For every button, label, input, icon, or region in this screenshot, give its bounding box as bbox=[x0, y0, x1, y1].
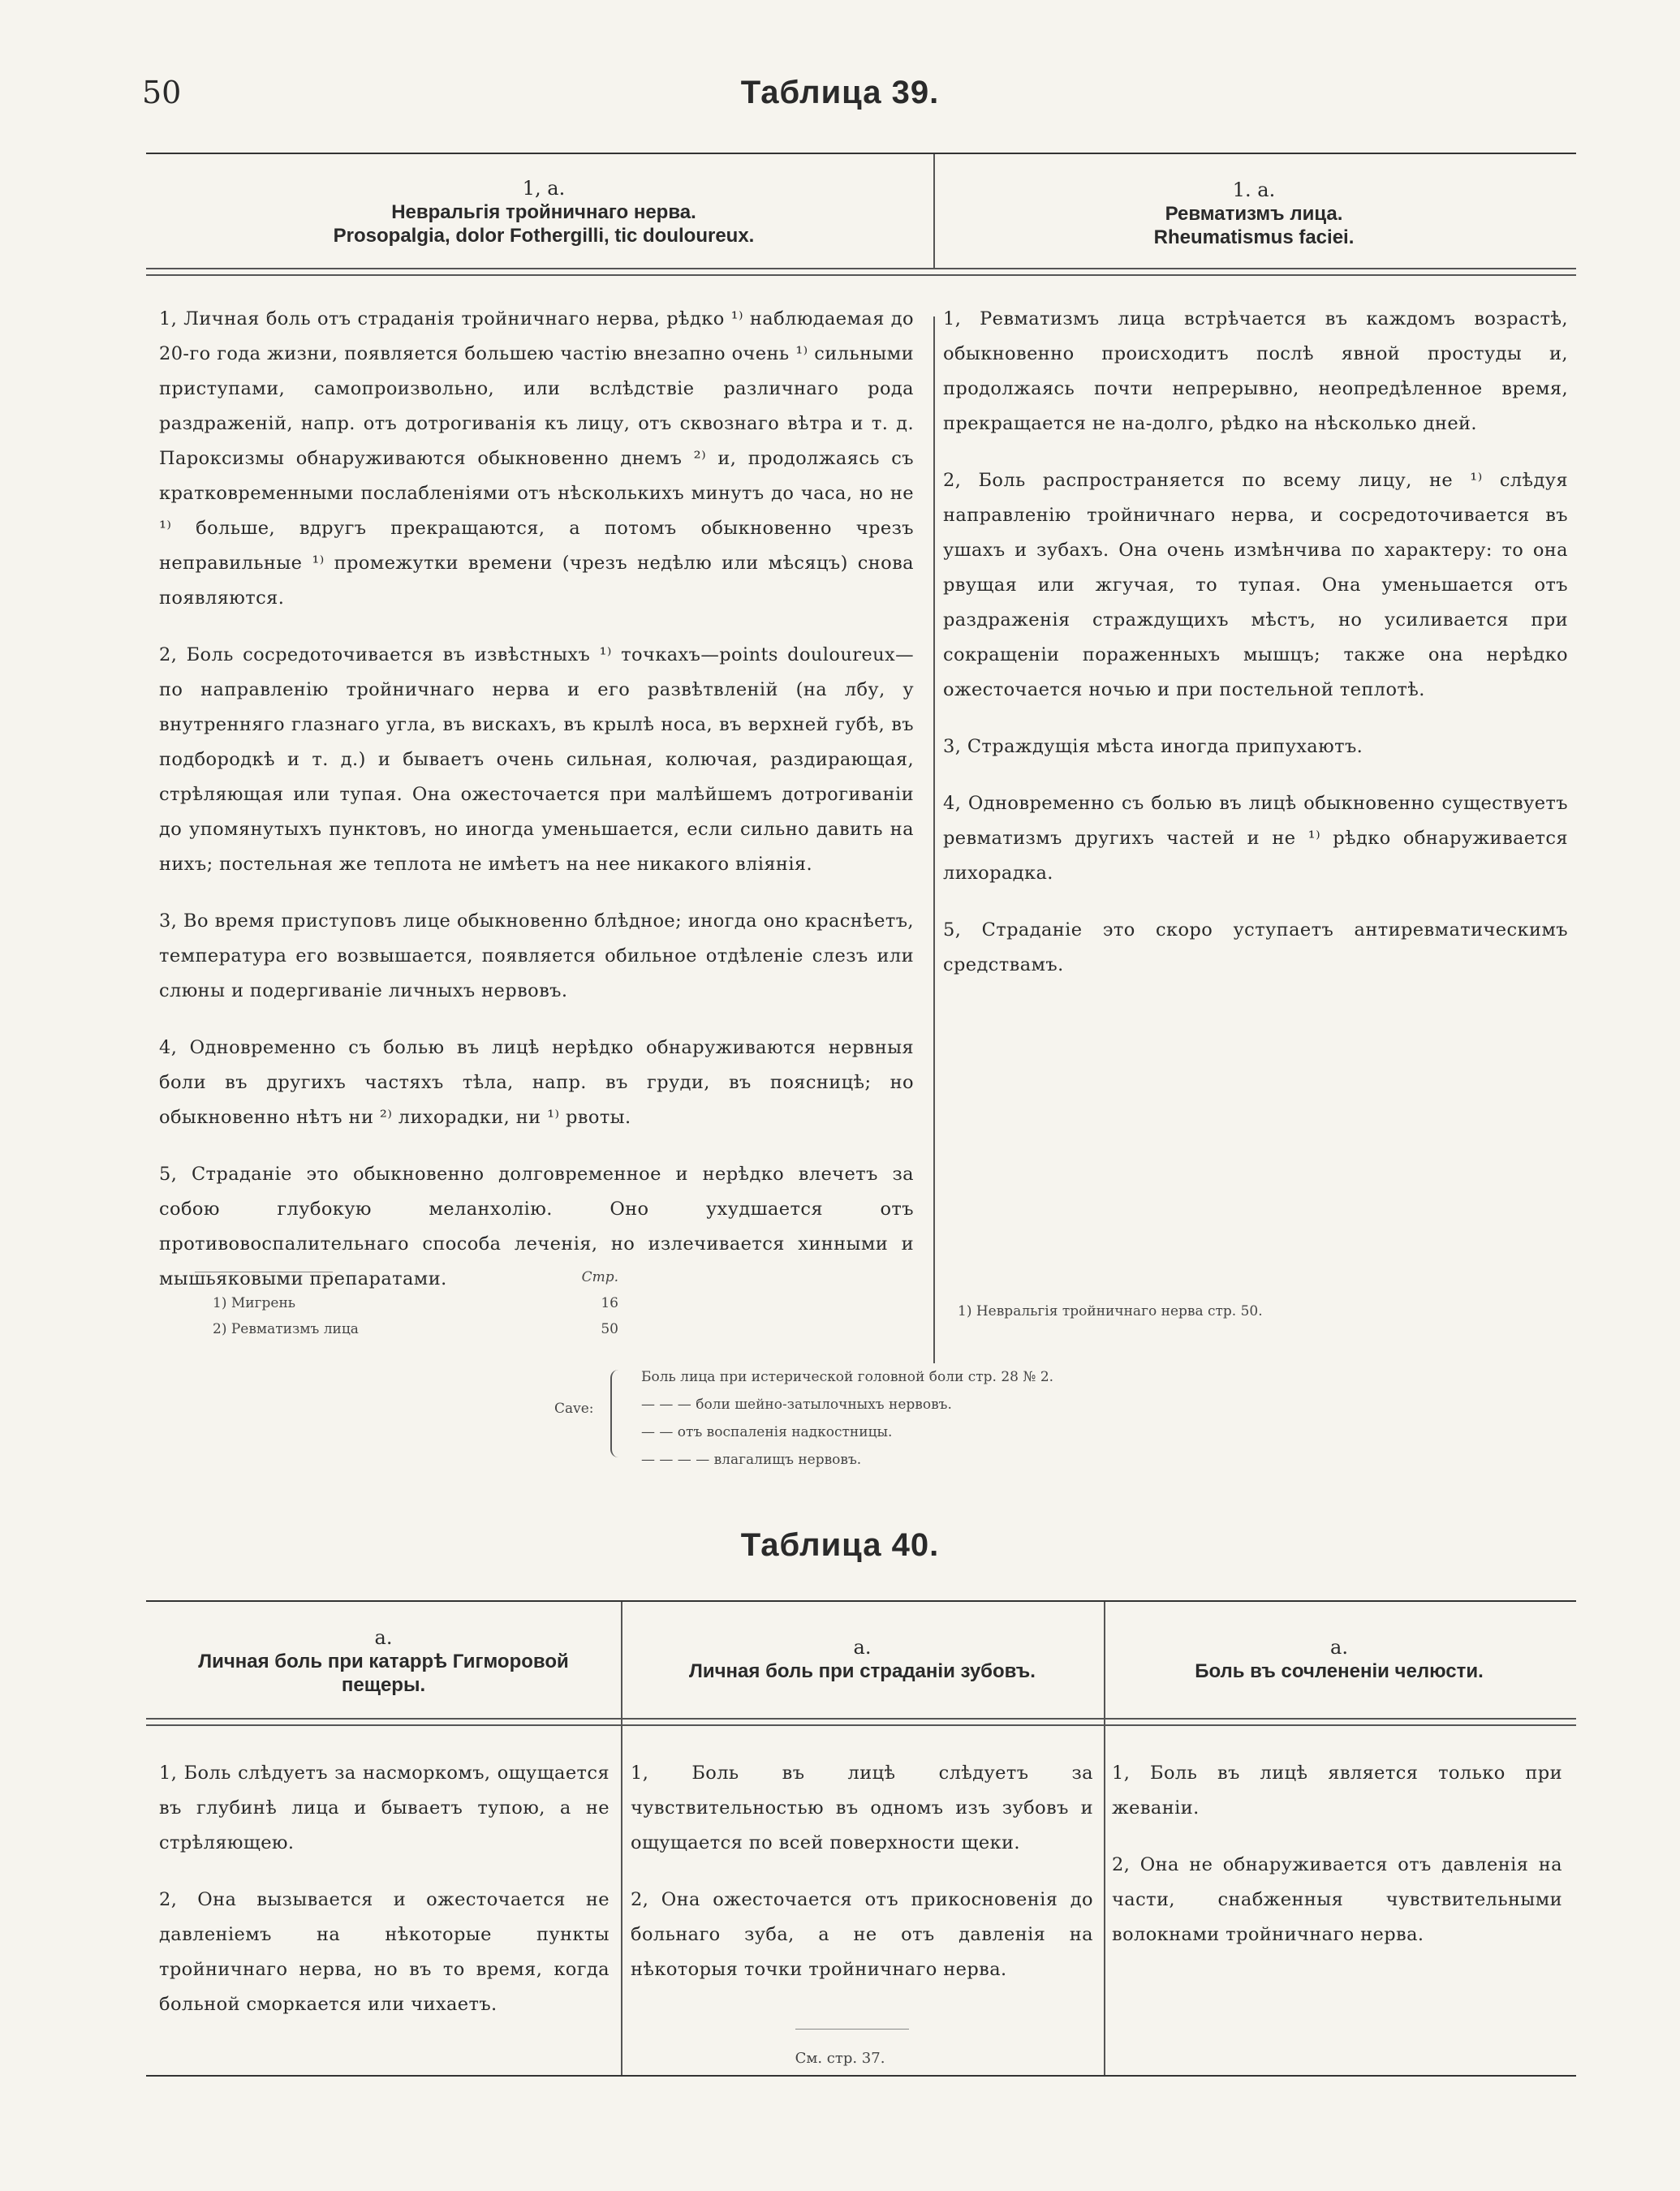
cave-label: Cave: bbox=[554, 1401, 594, 1417]
t39-left-para: 2, Боль сосредоточивается въ извѣстныхъ ¹⁾ точкахъ—points douloureux—по направленію тройничнаго нерва и его развѣтвленій (на лбу, у внутренняго глазнаго угла, въ вискахъ, въ крылѣ носа, въ верхней губѣ, въ подбородкѣ и т. д.) и бываетъ очень сильная, колючая, раздирающая, стрѣляющая или тупая. Она ожесточается при малѣйшемъ дотрогиваніи до упомянутыхъ пунктовъ, но иногда уменьшается, если сильно давить на нихъ; постельная же теплота не имѣетъ на нее никакого вліянія. bbox=[159, 644, 914, 875]
cave-list bbox=[641, 1363, 1372, 1474]
page-number: 50 bbox=[142, 75, 182, 110]
cave-line: — — — — влагалищъ нервовъ. bbox=[641, 1452, 862, 1468]
t39-left-para: 3, Во время приступовъ лице обыкновенно блѣдное; иногда оно краснѣетъ, температура его возвышается, появляется обильное отдѣленіе слезъ или слюны и подергиваніе личныхъ нервовъ. bbox=[159, 910, 914, 1001]
t39-left-footnotes bbox=[213, 1264, 618, 1342]
t39-left-para: 4, Одновременно съ болью въ лицѣ нерѣдко обнаруживаются нервныя боли въ другихъ частяхъ тѣла, напр. въ груди, въ поясницѣ; но обыкновенно нѣтъ ни ²⁾ лихорадки, ни ¹⁾ рвоты. bbox=[159, 1037, 914, 1128]
table-40 bbox=[146, 1600, 1576, 2077]
t39-right-head2: Rheumatismus faciei. bbox=[1153, 226, 1355, 248]
t39-left-head2: Prosopalgia, dolor Fothergilli, tic douloureux. bbox=[333, 225, 755, 247]
t40-col2-text: 1, Боль въ лицѣ слѣдуетъ за чувствительностью въ одномъ изъ зубовъ и ощущается по всей поверхности щеки. 2, Она ожесточается отъ прикосновенія до больнаго зуба, а не отъ давленія на нѣкоторыя точки тройничнаго нерва. bbox=[631, 1763, 1093, 1980]
t39-left-head1: Невральгія тройничнаго нерва. bbox=[391, 201, 696, 223]
cave-line: — — отъ воспаленія надкостницы. bbox=[641, 1424, 893, 1440]
see-note: См. стр. 37. bbox=[795, 2050, 885, 2067]
t39-right-head1: Ревматизмъ лица. bbox=[1165, 203, 1343, 225]
t39-right-para: 3, Страждущія мѣста иногда припухаютъ. bbox=[943, 736, 1363, 757]
cave-line: Боль лица при истерической головной боли стр. 28 № 2. bbox=[641, 1369, 1054, 1385]
t39-left-text bbox=[159, 302, 914, 1319]
see-note-separator bbox=[795, 2029, 909, 2030]
t39-left-para: 5, Страданіе это обыкновенно долговременное и нерѣдко влечетъ за собою глубокую меланхолію. Оно ухудшается отъ противовоспалительнаго способа леченія, но излечивается хинными и мышьяковыми препаратами. bbox=[159, 1164, 914, 1289]
footnote-row: 1) Мигрень 16 bbox=[213, 1295, 618, 1311]
t40-col1-heading: а. Личная боль при катаррѣ Гигморовой пещеры. bbox=[198, 1626, 569, 1696]
cave-line: — — — боли шейно-затылочныхъ нервовъ. bbox=[641, 1397, 952, 1413]
t40-col2-heading: а. Личная боль при страданіи зубовъ. bbox=[689, 1636, 1036, 1682]
t39-left-para: 1, Личная боль отъ страданія тройничнаго нерва, рѣдко ¹⁾ наблюдаемая до 20-го года жизни, появляется большею частію внезапно очень ¹⁾ сильными приступами, самопроизвольно, или вслѣдствіе различнаго рода раздраженій, напр. отъ дотрогиванія къ лицу, отъ сквознаго вѣтра и т. д. Пароксизмы обнаруживаются обыкновенно днемъ ²⁾ и, продолжаясь съ кратковременными послабленіями отъ нѣсколькихъ минутъ до часа, но не ¹⁾ больше, вдругъ прекращаются, а потомъ обыкновенно чрезъ неправильные ¹⁾ промежутки времени (чрезъ недѣлю или мѣсяцъ) снова появляются. bbox=[159, 308, 914, 609]
t39-right-footnote: 1) Невральгія тройничнаго нерва стр. 50. bbox=[958, 1303, 1263, 1319]
t40-col3-text: 1, Боль въ лицѣ является только при жеваніи. 2, Она не обнаруживается отъ давленія на части, снабженныя чувствительными волокнами тройничнаго нерва. bbox=[1112, 1763, 1562, 1945]
t40-col1-text: 1, Боль слѣдуетъ за насморкомъ, ощущается въ глубинѣ лица и бываетъ тупою, а не стрѣляющею. 2, Она вызывается и ожесточается не давленіемъ на нѣкоторые пункты тройничнаго нерва, но въ то время, когда больной сморкается или чихаетъ. bbox=[159, 1763, 610, 2015]
brace-mark bbox=[610, 1370, 620, 1457]
footnote-page-header: Стр. bbox=[581, 1269, 618, 1285]
t39-left-heading bbox=[162, 177, 925, 248]
table-39-title: Таблица 39. bbox=[740, 75, 940, 110]
t39-right-para: 2, Боль распространяется по всему лицу, не ¹⁾ слѣдуя направленію тройничнаго нерва, и сосредоточивается въ ушахъ и зубахъ. Она очень измѣнчива по характеру: то она рвущая или жгучая, то тупая. Она уменьшается отъ раздраженія страждущихъ мѣстъ, но усиливается при сокращеніи пораженныхъ мышцъ; также она нерѣдко ожесточается ночью и при постельной теплотѣ. bbox=[943, 470, 1568, 700]
t39-right-para: 4, Одновременно съ болью въ лицѣ обыкновенно существуетъ ревматизмъ другихъ частей и не ¹⁾ рѣдко обнаруживается лихорадка. bbox=[943, 793, 1568, 884]
t39-right-para: 5, Страданіе это скоро уступаетъ антиревматическимъ средствамъ. bbox=[943, 919, 1568, 975]
t39-right-heading bbox=[941, 179, 1566, 249]
t39-right-num: 1. а. bbox=[1232, 179, 1276, 201]
table-40-title: Таблица 40. bbox=[740, 1527, 940, 1563]
t39-right-para: 1, Ревматизмъ лица встрѣчается въ каждомъ возрастѣ, обыкновенно происходитъ послѣ явной простуды и, продолжаясь почти непрерывно, неопредѣленное время, прекращается не на-долго, рѣдко на нѣсколько дней. bbox=[943, 308, 1568, 434]
t39-left-num: 1, а. bbox=[522, 177, 566, 200]
t39-right-text bbox=[943, 302, 1568, 1005]
table-39 bbox=[146, 153, 1576, 1365]
footnote-row: 2) Ревматизмъ лица 50 bbox=[213, 1321, 618, 1337]
t40-col3-heading: а. Боль въ сочлененіи челюсти. bbox=[1195, 1636, 1484, 1682]
